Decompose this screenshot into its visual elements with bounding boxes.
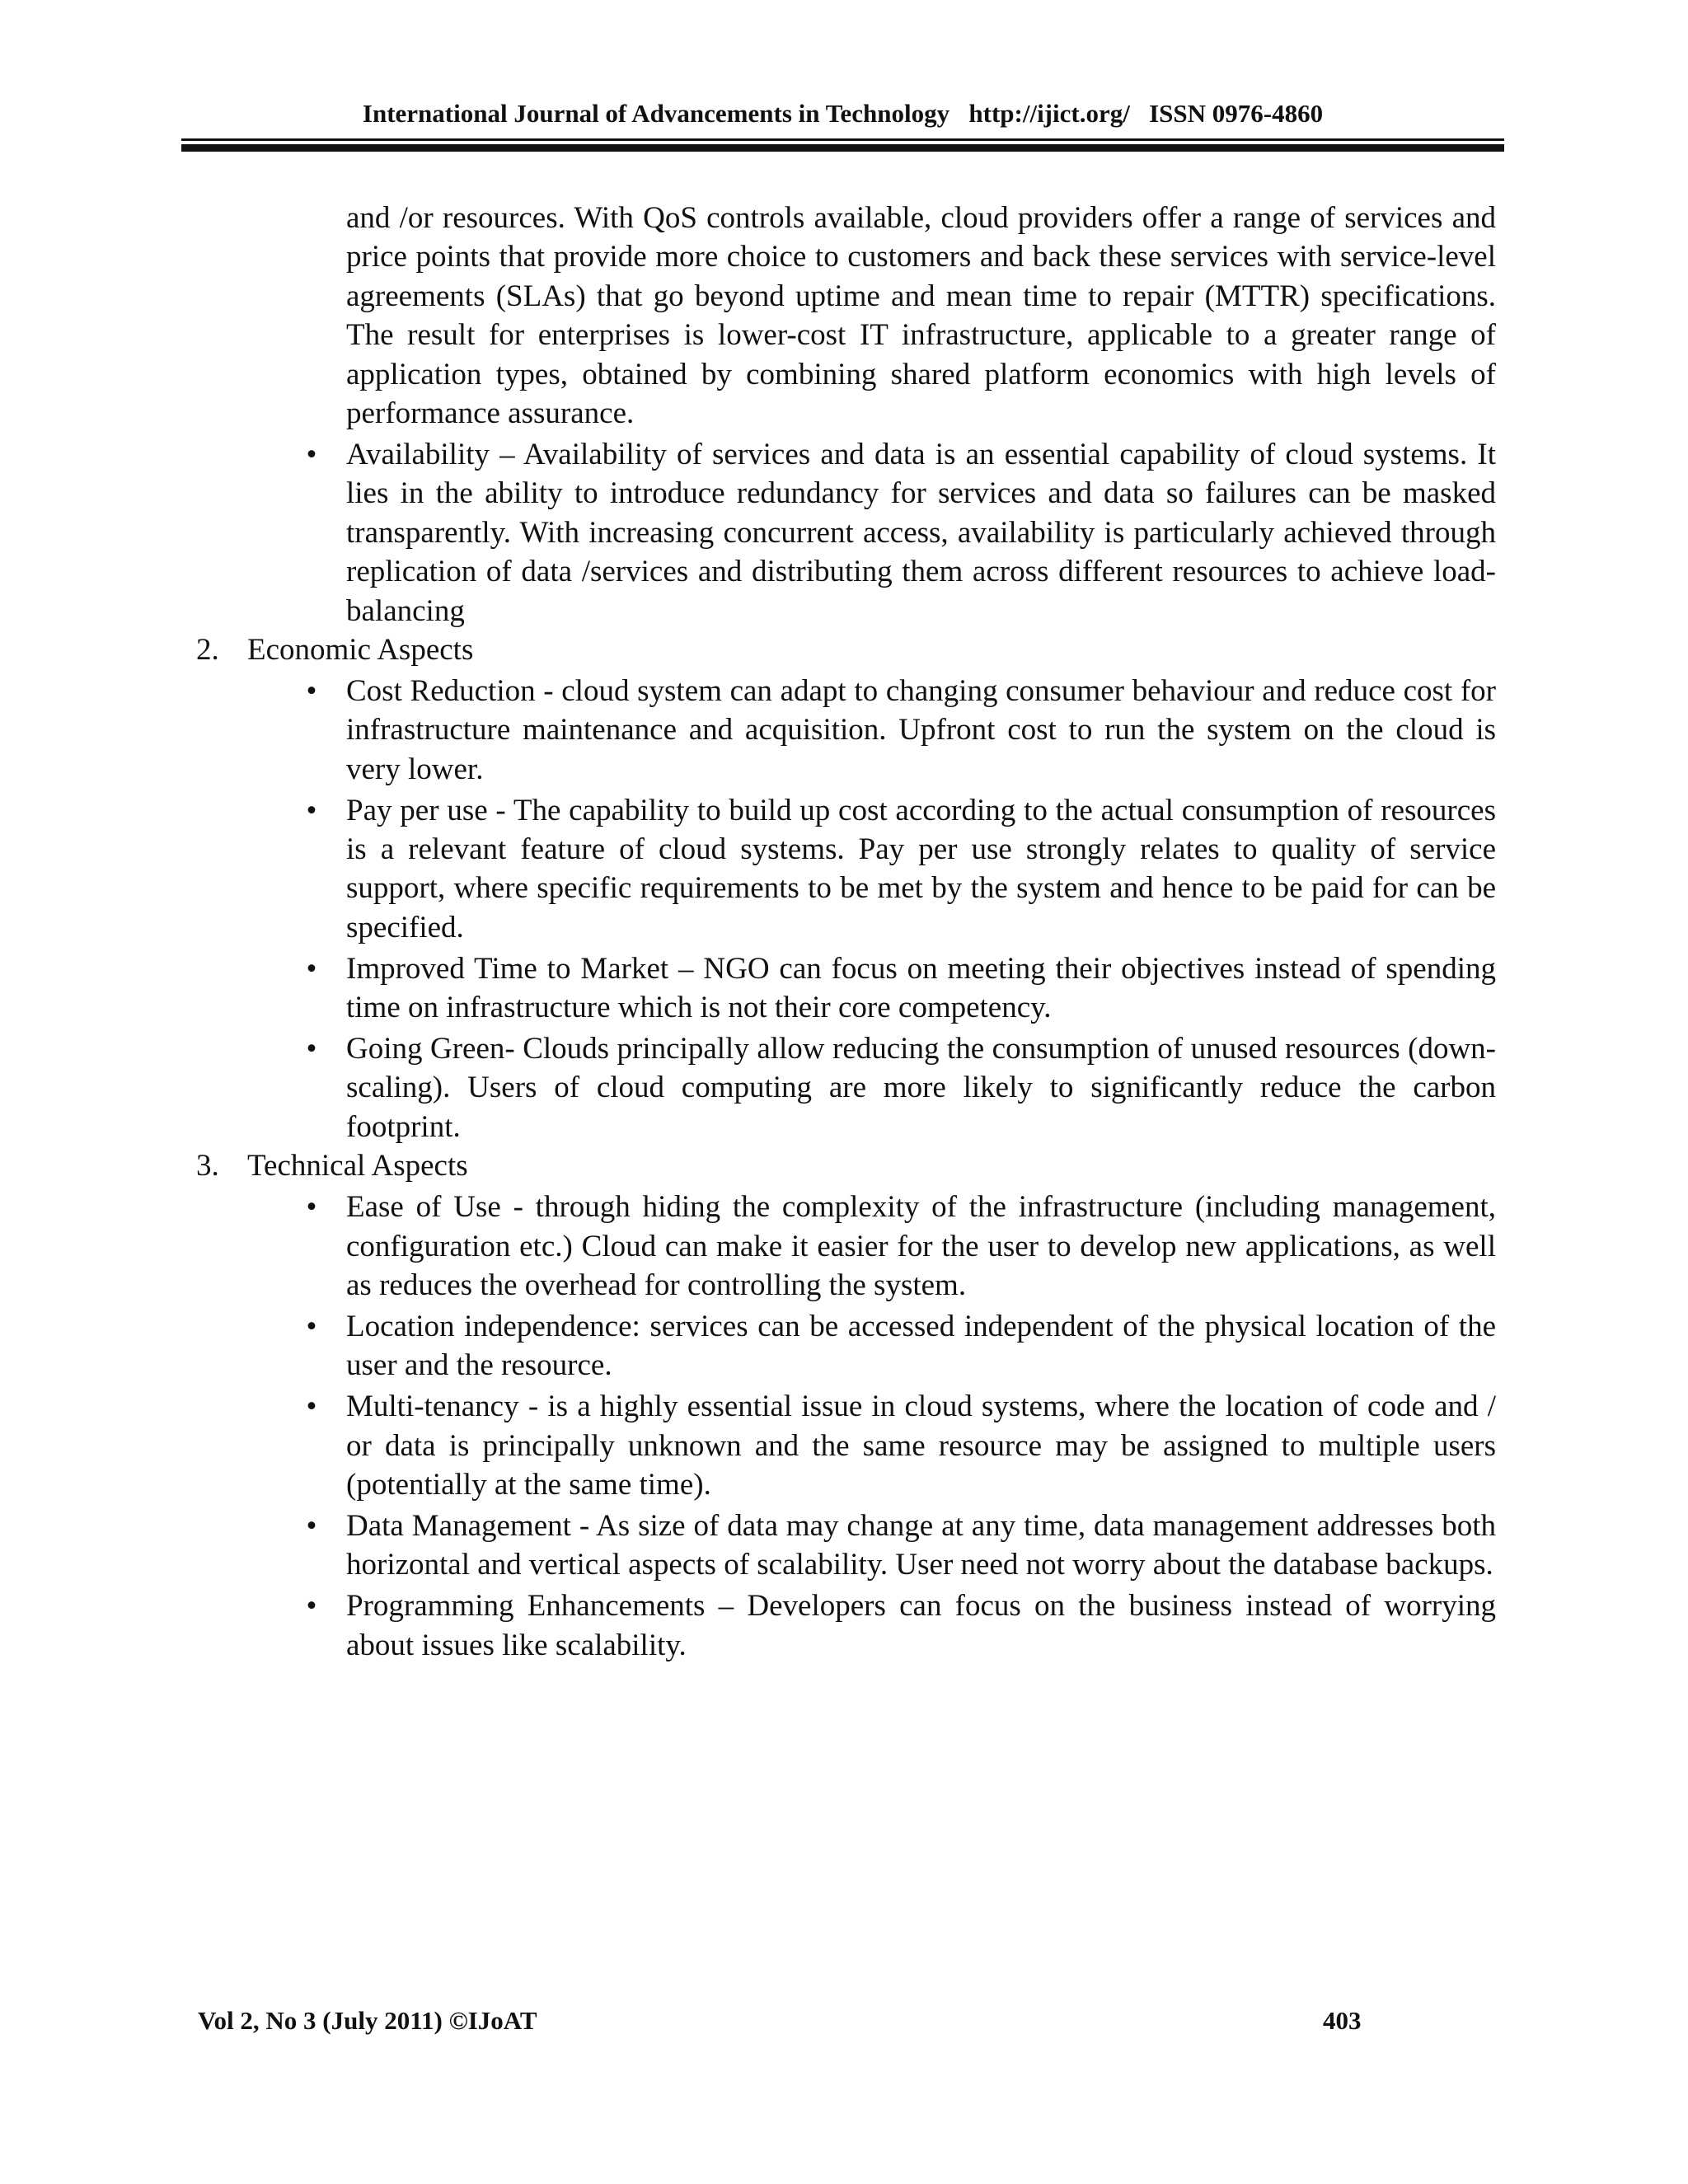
bullet-text: Data Management - As size of data may change at any time, data management addresses both horizontal and vertical aspects of scalability. User need not worry about the database backups. [346,1508,1496,1582]
bullet-glyph: • [306,1309,317,1343]
bullet-text: Availability – Availability of services and data is an essential capability of cloud systems. It lies in the ability to introduce redundancy for services and data so failures can be masked transparently. With increasing concurrent access, availability is particularly achieved through replication of data /services and distributing them across different resources to achieve load-balancing [346,437,1496,628]
section-number: 3. [196,1149,219,1183]
bullet-text: Going Green- Clouds principally allow reducing the consumption of unused resources (down-scaling). Users of cloud computing are more likely to significantly reduce the carbon footprint. [346,1032,1496,1144]
bullet-glyph: • [306,951,317,986]
header-rule-thick [181,144,1504,152]
section-title: Technical Aspects [247,1149,468,1183]
section-number: 2. [196,632,219,667]
bullet-item-programming-enhancements [306,1586,1496,1665]
bullet-text: Improved Time to Market – NGO can focus on meeting their objectives instead of spending time on infrastructure which is not their core competency. [346,951,1496,1025]
journal-url[interactable]: http://ijict.org/ [968,99,1130,128]
bullet-glyph: • [306,1032,317,1066]
journal-issn: ISSN 0976-4860 [1149,99,1324,128]
bullet-text: Multi-tenancy - is a highly essential issue in cloud systems, where the location of code and / or data is principally unknown and the same resource may be assigned to multiple users (potentially at the same time). [346,1390,1496,1502]
section-title: Economic Aspects [247,632,474,667]
footer-volume: Vol 2, No 3 (July 2011) ©IJoAT [198,2006,537,2035]
bullet-glyph: • [306,1589,317,1624]
bullet-glyph: • [306,1190,317,1225]
bullet-glyph: • [306,1390,317,1424]
bullet-item-time-to-market [306,949,1496,1028]
bullet-item-going-green [306,1029,1496,1146]
bullet-item-pay-per-use [306,791,1496,948]
bullet-item-location-independence [306,1307,1496,1385]
bullet-text: Cost Reduction - cloud system can adapt to changing consumer behaviour and reduce cost for infrastructure maintenance and acquisition. Upfront cost to run the system on the cloud is very lower. [346,673,1496,786]
body-text [0,199,1688,1665]
bullet-item-multi-tenancy [306,1387,1496,1504]
journal-name: International Journal of Advancements in Technology [362,99,950,128]
continuation-paragraph: and /or resources. With QoS controls available, cloud providers offer a range of services and price points that provide more choice to customers and back these services with service-level agreements (SLAs) that go beyond uptime and mean time to repair (MTTR) specifications. The result for enterprises is lower-cost IT infrastructure, applicable to a greater range of application types, obtained by combining shared platform economics with high levels of performance assurance. [346,201,1496,431]
footer-page-number: 403 [1323,2006,1362,2035]
running-header [181,97,1504,130]
bullet-glyph: • [306,673,317,708]
bullet-glyph: • [306,793,317,827]
bullet-text: Pay per use - The capability to build up cost according to the actual consumption of resources is a relevant feature of cloud systems. Pay per use strongly relates to quality of service support, where specific requirements to be met by the system and hence to be paid for can be specified. [346,793,1496,944]
bullet-text: Location independence: services can be accessed independent of the physical location of the user and the resource. [346,1309,1496,1383]
header-rule-thin [181,138,1504,141]
bullet-text: Programming Enhancements – Developers can focus on the business instead of worrying about issues like scalability. [346,1589,1496,1662]
bullet-item-data-management [306,1507,1496,1585]
bullet-item-availability [306,435,1496,630]
section-economic-aspects [196,630,1496,669]
section-technical-aspects [196,1146,1496,1185]
bullet-glyph: • [306,1508,317,1543]
bullet-item-cost-reduction [306,672,1496,789]
bullet-glyph: • [306,437,317,471]
bullet-text: Ease of Use - through hiding the complexity of the infrastructure (including management, configuration etc.) Cloud can make it easier for the user to develop new applications, as well as reduces the overhead for controlling the system. [346,1190,1496,1302]
bullet-item-ease-of-use [306,1188,1496,1305]
